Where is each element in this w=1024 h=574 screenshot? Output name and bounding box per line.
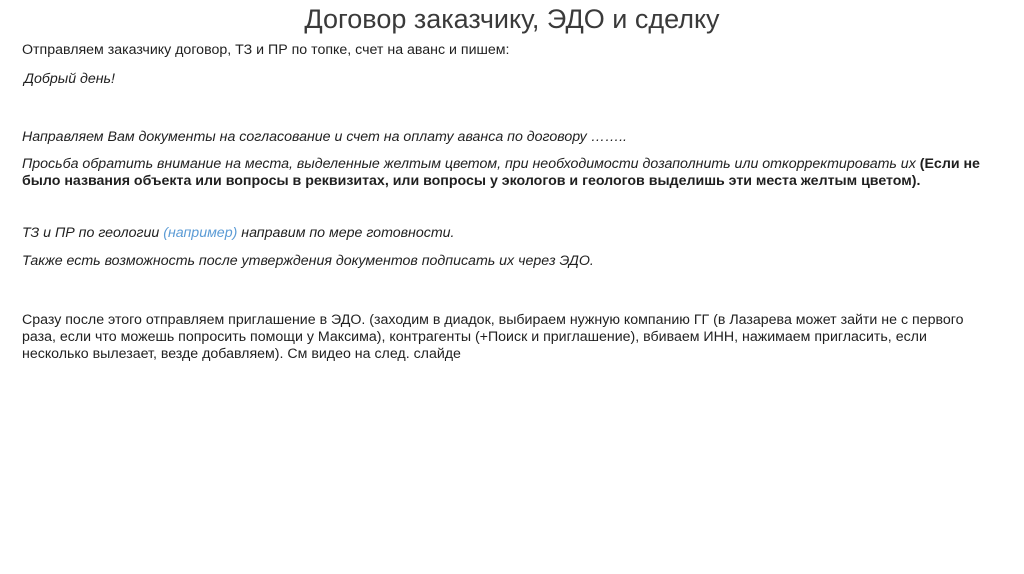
geology-paragraph [22,225,454,242]
request-italic-text: Просьба обратить внимание на места, выделенные желтым цветом, при необходимости дозаполнить или откорректировать их [22,156,916,172]
edo-instructions-text: Сразу после этого отправляем приглашение в ЭДО. (заходим в диадок, выбираем нужную компанию ГГ (в Лазарева может зайти не с первого раза, если что можешь попросить помощи у Максима), контрагенты (+Поиск и приглашение), вбиваем ИНН, нажимаем пригласить, если несколько вылезает, везде добавляем). См видео на след. слайде [22,312,964,362]
request-paragraph [22,156,1007,190]
edo-possible-text: Также есть возможность после утверждения документов подписать их через ЭДО. [22,253,594,269]
intro-text: Отправляем заказчику договор, ТЗ и ПР по топке, счет на аванс и пишем: [22,42,510,58]
request-bold-text: (Если не было названия объекта или вопросы в реквизитах, или вопросы у экологов и геологов выделишь эти места желтым цветом). [22,156,980,189]
geology-prefix-text: ТЗ и ПР по геологии [22,225,164,241]
greeting-text: Добрый день! [24,71,115,87]
example-link[interactable]: (например) [163,225,238,241]
docs-sent-text: Направляем Вам документы на согласование и счет на оплату аванса по договору …….. [22,129,627,145]
geology-suffix-text: направим по мере готовности. [237,225,455,241]
slide-title: Договор заказчику, ЭДО и сделку [304,4,720,34]
